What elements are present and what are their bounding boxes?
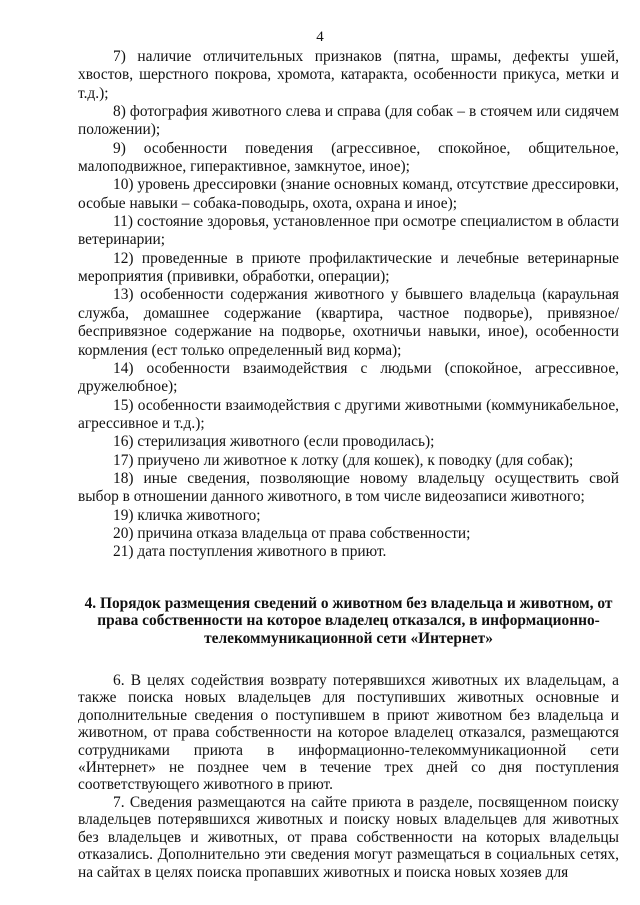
list-item: 8) фотография животного слева и справа (для собак – в стоячем или сидячем положении); [78, 103, 619, 139]
list-item: 14) особенности взаимодействия с людьми (спокойное, агрессивное, дружелюбное); [78, 359, 619, 396]
list-item: 21) дата поступления животного в приют. [113, 543, 387, 561]
list-item: 20) причина отказа владельца от права собственности; [113, 524, 471, 542]
list-item: 12) проведенные в приюте профилактические и лечебные ветеринарные мероприятия (прививки, обработки, операции); [78, 249, 619, 286]
list-item: 13) особенности содержания животного у бывшего владельца (караульная служба, домашнее содержание (квартира, частное подворье), привязное/беспривязное содержание на подворье, охотничьи навыки, иное), особенности кормления (ест только определенный вид корма); [78, 286, 619, 359]
attribute-list [78, 48, 619, 562]
list-item: 16) стерилизация животного (если проводилась); [113, 433, 435, 451]
list-item: 18) иные сведения, позволяющие новому владельцу осуществить свой выбор в отношении данного животного, в том числе видеозаписи животного; [78, 469, 619, 506]
list-item: 11) состояние здоровья, установленное при осмотре специалистом в области ветеринарии; [78, 213, 619, 249]
list-item: 10) уровень дрессировки (знание основных команд, отсутствие дрессировки, особые навыки – собака-поводырь, охота, охрана и иное); [78, 176, 619, 212]
list-item: 17) приучено ли животное к лотку (для кошек), к поводку (для собак); [113, 451, 574, 469]
list-item: 7) наличие отличительных признаков (пятна, шрамы, дефекты ушей, хвостов, шерстного покрова, хромота, катаракта, особенности прикуса, метки и т.д.); [78, 48, 619, 102]
section-heading: 4. Порядок размещения сведений о животном без владельца и животном, от права собственности на которое владелец отказался, в информационно-телекоммуникационной сети «Интернет» [84, 594, 613, 648]
paragraph-6: 6. В целях содействия возврату потерявшихся животных их владельцам, а также поиска новых владельцев для поступивших животных основные и дополнительные сведения о поступившем в приют животном без владельца и животном, от права собственности на которое владелец отказался, размещаются сотрудниками приюта в информационно-телекоммуникационной сети «Интернет» не позднее чем в течение трех дней со дня поступления соответствующего животного в приют. [78, 671, 619, 794]
page-content [78, 48, 619, 881]
paragraph-7: 7. Сведения размещаются на сайте приюта в разделе, посвященном поиску владельцев потерявшихся животных и поиску новых владельцев для животных без владельцев и животных, от права собственности на которых владельцы отказались. Дополнительно эти сведения могут размещаться в социальных сетях, на сайтах в целях поиска пропавших животных и поиска новых хозяев для [78, 793, 619, 881]
list-item: 9) особенности поведения (агрессивное, спокойное, общительное, малоподвижное, гиперактивное, замкнутое, иное); [78, 139, 619, 176]
list-item: 15) особенности взаимодействия с другими животными (коммуникабельное, агрессивное и т.д.); [78, 396, 619, 432]
list-item: 19) кличка животного; [113, 506, 261, 524]
page-number: 4 [316, 29, 324, 45]
section-body [78, 672, 619, 881]
